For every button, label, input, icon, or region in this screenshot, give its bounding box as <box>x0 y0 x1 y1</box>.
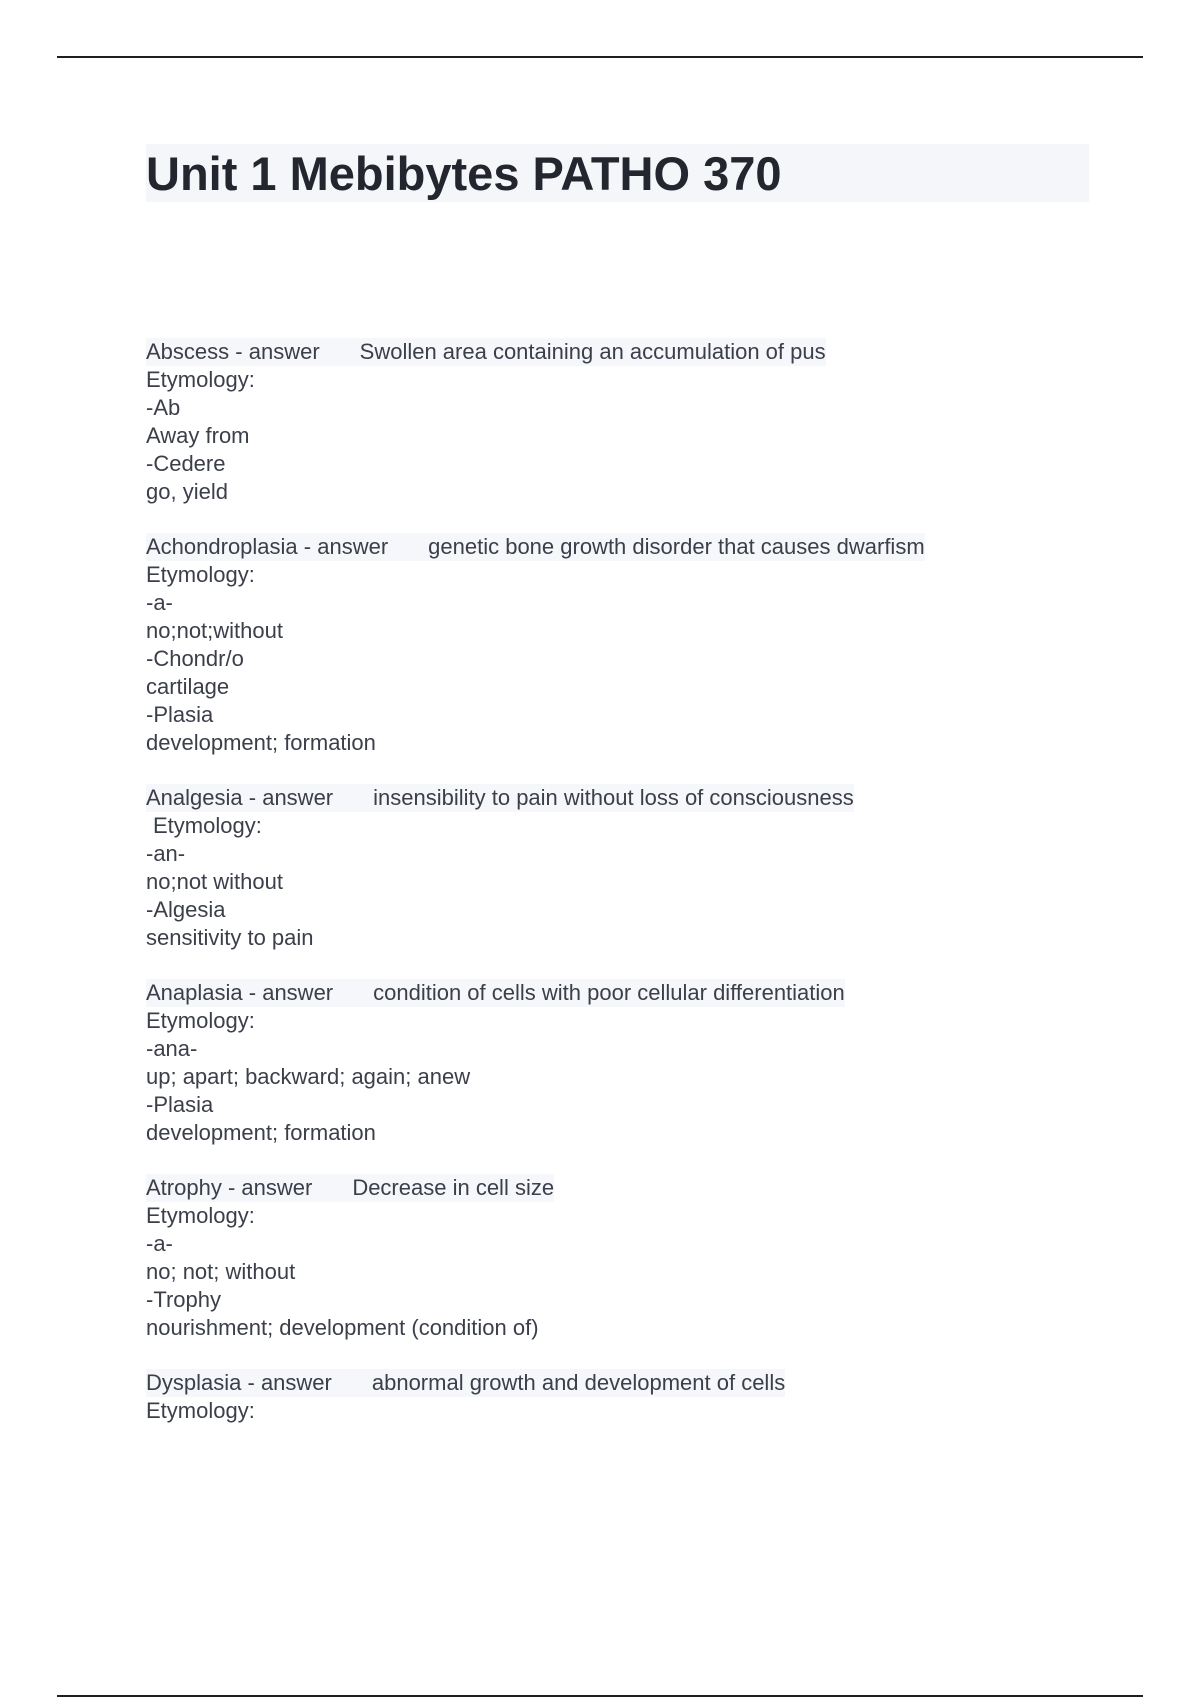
term-definition: condition of cells with poor cellular differentiation <box>373 980 845 1005</box>
term-list <box>146 338 1106 1452</box>
answer-separator: - answer <box>303 534 389 559</box>
term-heading <box>146 979 845 1007</box>
etymology-meaning: no;not without <box>146 869 283 894</box>
etymology-root: -Chondr/o <box>146 646 244 671</box>
etymology-meaning: sensitivity to pain <box>146 925 314 950</box>
etymology-meaning: no; not; without <box>146 1259 296 1284</box>
etymology-meaning: up; apart; backward; again; anew <box>146 1064 471 1089</box>
term-heading <box>146 533 925 561</box>
etymology-root: -Cedere <box>146 451 226 476</box>
etymology-root: -an- <box>146 841 186 866</box>
etymology-root: -Algesia <box>146 897 226 922</box>
page-title: Unit 1 Mebibytes PATHO 370 <box>146 147 782 200</box>
term-entry <box>146 1369 1106 1425</box>
bottom-rule <box>57 1695 1143 1697</box>
etymology-root: -Trophy <box>146 1287 221 1312</box>
term-definition: Decrease in cell size <box>352 1175 555 1200</box>
term-definition: Swollen area containing an accumulation of pus <box>359 339 826 364</box>
etymology-meaning: nourishment; development (condition of) <box>146 1315 539 1340</box>
etymology-meaning: no;not;without <box>146 618 283 643</box>
term-heading <box>146 1369 785 1397</box>
etymology-root: -Ab <box>146 395 181 420</box>
etymology-root: -a- <box>146 1231 173 1256</box>
answer-separator: - answer <box>235 339 320 364</box>
term-definition: insensibility to pain without loss of consciousness <box>373 785 854 810</box>
answer-separator: - answer <box>248 980 334 1005</box>
term-entry <box>146 979 1106 1147</box>
answer-separator: - answer <box>247 1370 332 1395</box>
etymology-label: Etymology: <box>146 1398 255 1423</box>
answer-separator: - answer <box>248 785 334 810</box>
term-name: Dysplasia <box>146 1370 242 1395</box>
term-entry <box>146 338 1106 506</box>
etymology-label: Etymology: <box>146 1203 255 1228</box>
term-name: Atrophy <box>146 1175 222 1200</box>
term-entry <box>146 1174 1106 1342</box>
etymology-meaning: development; formation <box>146 1120 376 1145</box>
etymology-meaning: cartilage <box>146 674 230 699</box>
top-rule <box>57 56 1143 58</box>
answer-separator: - answer <box>227 1175 313 1200</box>
etymology-meaning: development; formation <box>146 730 376 755</box>
etymology-label: Etymology: <box>146 1008 255 1033</box>
etymology-label: Etymology: <box>146 367 255 392</box>
etymology-meaning: Away from <box>146 423 250 448</box>
etymology-meaning: go, yield <box>146 479 228 504</box>
term-entry <box>146 784 1106 952</box>
term-name: Analgesia <box>146 785 243 810</box>
term-entry <box>146 533 1106 757</box>
etymology-root: -Plasia <box>146 1092 214 1117</box>
term-definition: genetic bone growth disorder that causes dwarfism <box>428 534 925 559</box>
etymology-label: Etymology: <box>146 562 255 587</box>
term-heading <box>146 784 854 812</box>
term-name: Achondroplasia <box>146 534 298 559</box>
etymology-label: Etymology: <box>153 813 262 838</box>
term-name: Anaplasia <box>146 980 243 1005</box>
term-name: Abscess <box>146 339 230 364</box>
term-heading <box>146 338 826 366</box>
etymology-root: -Plasia <box>146 702 214 727</box>
etymology-root: -ana- <box>146 1036 198 1061</box>
term-definition: abnormal growth and development of cells <box>371 1370 786 1395</box>
etymology-root: -a- <box>146 590 173 615</box>
term-heading <box>146 1174 554 1202</box>
